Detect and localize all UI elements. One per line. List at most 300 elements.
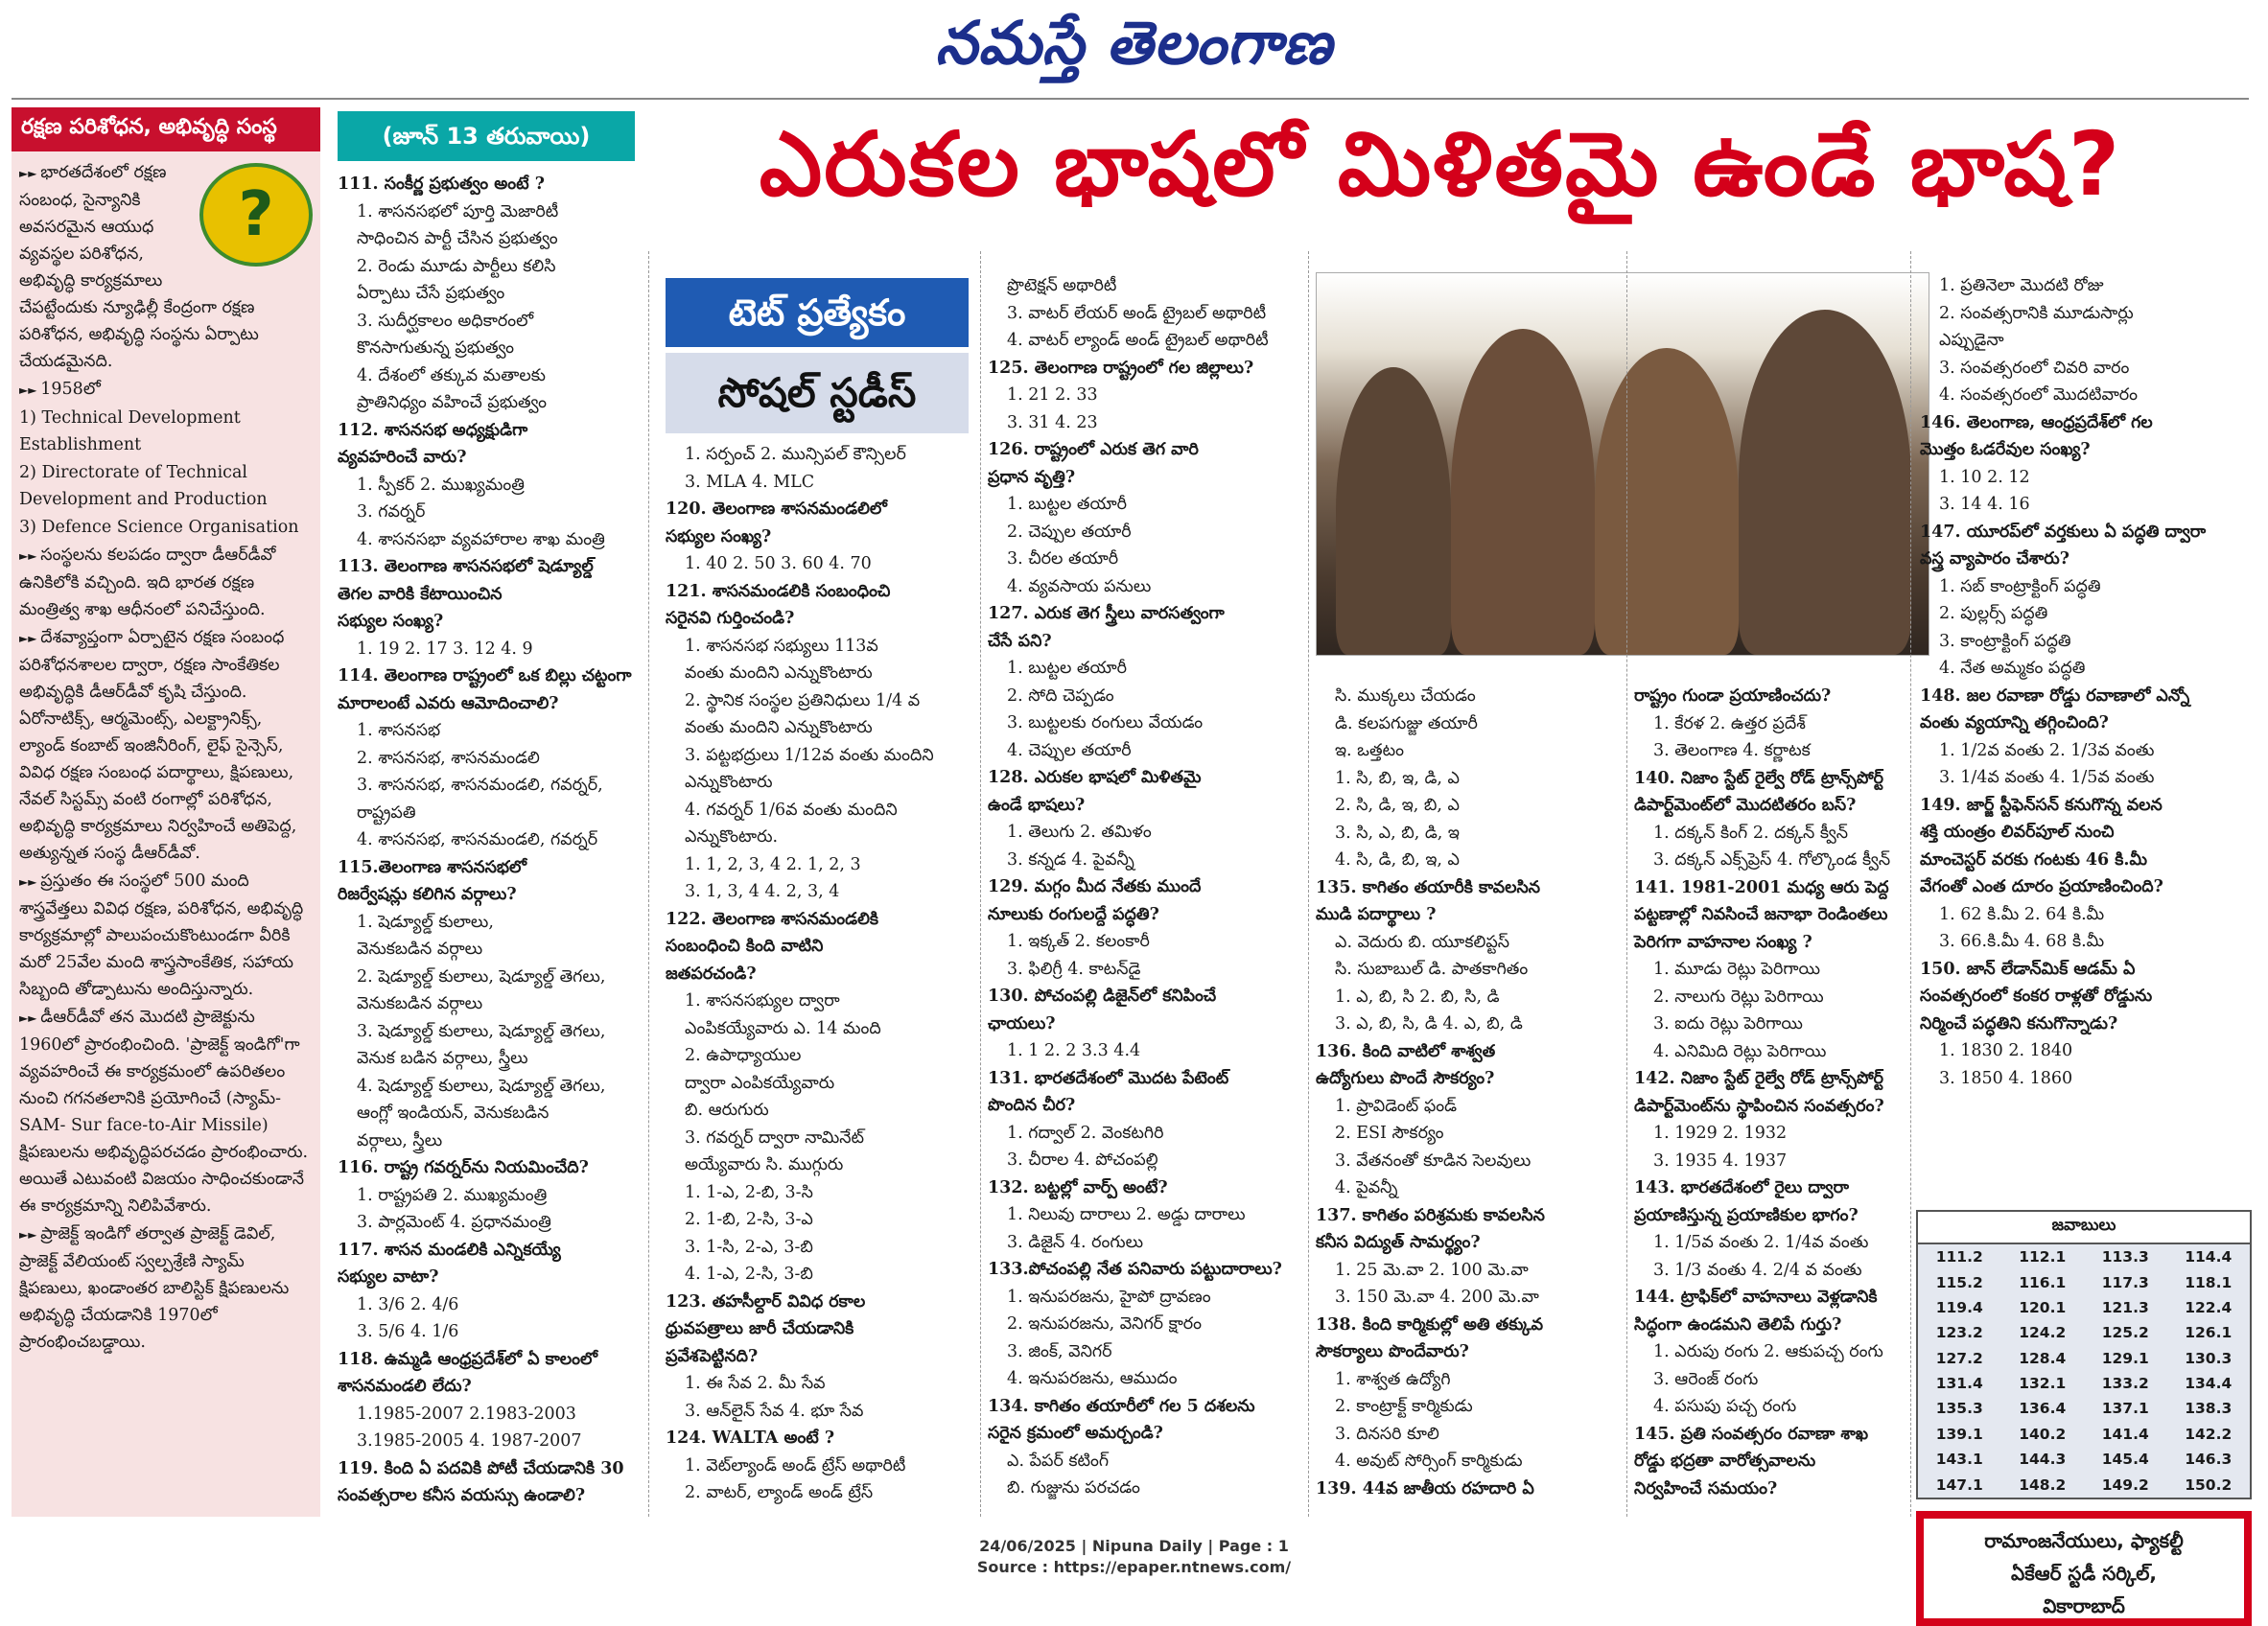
option-line: 1. ఇక్కత్ 2. కలంకారీ — [1007, 932, 1150, 951]
option-line: 1. గద్వాల్ 2. వెంకటగిరి — [1007, 1123, 1164, 1143]
answer-cell: 140.2 — [2019, 1425, 2067, 1443]
question-line: 147. యూరప్‌లో వర్తకులు ఏ పద్ధతి ద్వారా — [1920, 522, 2207, 542]
answer-cell: 122.4 — [2185, 1298, 2233, 1316]
option-line: 1. 21 2. 33 — [1007, 385, 1098, 405]
question-line: 112. శాసనసభ అధ్యక్షుడిగా — [338, 420, 528, 440]
question-line: సౌకర్యాలు పొందేవారు? — [1316, 1342, 1469, 1361]
sidebar-text — [19, 159, 313, 1356]
option-line: 3. సంవత్సరంలో చివరి వారం — [1939, 358, 2130, 378]
question-line: ధ్రువపత్రాలు జారీ చేయడానికి — [666, 1319, 854, 1338]
answer-cell: 127.2 — [1935, 1349, 1983, 1367]
option-line: 1. రాష్ట్రపతి 2. ముఖ్యమంత్రి — [357, 1185, 548, 1205]
column-divider — [1308, 251, 1309, 1517]
headline: ఎరుకల భాషలో మిళితమై ఉండే భాష? — [759, 113, 2122, 216]
option-line: 3. పట్టభద్రులు 1/12వ వంతు మందిని — [685, 745, 934, 765]
question-line: రోడ్డు భద్రతా వారోత్సవాలను — [1634, 1452, 1816, 1471]
question-line: 140. నిజాం స్టేట్ రైల్వే రోడ్ ట్రాన్స్‌పోర్ట్ — [1634, 768, 1884, 788]
option-line: 3. చీరల తయారీ — [1007, 549, 1119, 569]
tet-special-label: టెట్ ప్రత్యేకం — [666, 278, 969, 347]
question-line: రాష్ట్రం గుండా ప్రయాణించదు? — [1634, 686, 1832, 706]
answer-row — [1918, 1396, 2250, 1421]
answer-table — [1918, 1244, 2250, 1498]
option-line: 3. 1/3 వంతు 4. 2/4 వ వంతు — [1653, 1260, 1862, 1280]
option-line: 3. తెలంగాణ 4. కర్ణాటక — [1653, 741, 1811, 760]
answer-cell: 150.2 — [2185, 1475, 2233, 1494]
option-line: 1. 1 2. 2 3.3 4.4 — [1007, 1041, 1141, 1060]
option-line: 3. ఐదు రెట్లు పెరిగాయి — [1653, 1014, 1803, 1034]
option-line: 1. సబ్ కాంట్రాక్టింగ్ పద్ధతి — [1939, 576, 2101, 596]
option-line: 2. నాలుగు రెట్లు పెరిగాయి — [1653, 987, 1824, 1007]
option-line: 4. వాటర్ ల్యాండ్ అండ్ ట్రైబల్ అథారిటీ — [1007, 331, 1269, 350]
sidebar-box — [12, 107, 320, 1517]
option-line: 3. కన్నడ 4. పైవన్నీ — [1007, 849, 1134, 870]
option-line: అయ్యేవారు సి. ముగ్గురు — [685, 1155, 844, 1174]
option-line: 2. ESI సౌకర్యం — [1335, 1124, 1444, 1143]
option-line: 3. దక్కన్ ఎక్స్‌ప్రెస్ 4. గోల్కొండ క్వీన్ — [1653, 850, 1891, 870]
option-line: 4. షెడ్యూల్డ్ కులాలు, షెడ్యూల్డ్ తెగలు, — [357, 1076, 606, 1096]
option-line: 2. ఇనుపరజను, వెనిగర్ క్షారం — [1007, 1314, 1203, 1334]
answer-row — [1918, 1371, 2250, 1396]
question-line: డిపార్ట్‌మెంట్‌లో మొదటితరం బస్? — [1634, 796, 1857, 815]
option-line: 3. 150 మె.వా 4. 200 మె.వా — [1335, 1288, 1539, 1307]
option-line: ఎ. పేపర్ కటింగ్ — [1007, 1451, 1110, 1471]
option-line: 4. అవుట్ సోర్సింగ్ కార్మికుడు — [1335, 1452, 1523, 1471]
answer-cell: 136.4 — [2019, 1400, 2067, 1418]
option-line: 1. 1/5వ వంతు 2. 1/4వ వంతు — [1653, 1233, 1869, 1252]
question-column-5 — [1634, 683, 1922, 1502]
answer-cell: 147.1 — [1935, 1475, 1983, 1494]
option-line: 2. సి, డి, ఇ, బి, ఎ — [1335, 796, 1460, 815]
option-line: 1. 1, 2, 3, 4 2. 1, 2, 3 — [685, 854, 861, 874]
option-line: 3. 1/4వ వంతు 4. 1/5వ వంతు — [1939, 768, 2155, 787]
question-line: 122. తెలంగాణ శాసనమండలికి — [666, 909, 879, 929]
option-line: రాష్ట్రపతి — [357, 802, 416, 823]
option-line: 1. తెలుగు 2. తమిళం — [1007, 823, 1152, 842]
answer-cell: 149.2 — [2101, 1475, 2149, 1494]
option-line: వెనుకబడిన వర్గాలు — [357, 994, 483, 1013]
option-line: 3. డిజైన్ 4. రంగులు — [1007, 1232, 1144, 1252]
answer-key — [1916, 1210, 2252, 1499]
option-line: 2. ఉపాధ్యాయుల — [685, 1046, 802, 1065]
option-line: 3. బుట్టలకు రంగులు వేయడం — [1007, 713, 1204, 732]
option-line: 4. ఇనుపరజను, ఆముదం — [1007, 1369, 1178, 1388]
option-line: వెనుకబడిన వర్గాలు — [357, 940, 483, 959]
question-line: మొత్తం ఓడరేవుల సంఖ్య? — [1920, 440, 2091, 459]
answer-cell: 144.3 — [2019, 1451, 2067, 1469]
option-line: 4. 1-ఎ, 2-సి, 3-బి — [685, 1265, 813, 1284]
masthead — [0, 8, 2268, 92]
question-line: 131. భారతదేశంలో మొదట పేటెంట్ — [988, 1068, 1229, 1088]
question-line: 130. పోచంపల్లి డిజైన్‌లో కనిపించే — [988, 987, 1217, 1006]
question-line: 137. కాగితం పరిశ్రమకు కావలసిన — [1316, 1205, 1545, 1225]
question-line: వస్త్ర వ్యాపారం చేశారు? — [1920, 549, 2069, 569]
column-divider — [980, 251, 981, 1517]
answer-cell: 142.2 — [2185, 1425, 2233, 1443]
option-line: 1. బుట్టల తయారీ — [1007, 659, 1128, 678]
option-line: 4. గవర్నర్ 1/6వ వంతు మందిని — [685, 800, 898, 820]
answer-row — [1918, 1295, 2250, 1320]
question-line: శాసనమండలి లేదు? — [338, 1377, 472, 1396]
question-line: 120. తెలంగాణ శాసనమండలిలో — [666, 499, 887, 519]
question-line: పొందిన చీర? — [988, 1096, 1076, 1115]
option-line: 3. ఎ, బి, సి, డి 4. ఎ, బి, డి — [1335, 1014, 1523, 1034]
option-line: 2. సోది చెప్పడం — [1007, 685, 1114, 706]
option-line: వంతు మందిని ఎన్నుకొంటారు — [685, 663, 873, 683]
option-line: 1. మూడు రెట్లు పెరిగాయి — [1653, 960, 1820, 979]
answer-cell: 116.1 — [2019, 1273, 2067, 1291]
option-line: 1. 10 2. 12 — [1939, 467, 2030, 487]
answer-row — [1918, 1244, 2250, 1269]
answer-cell: 128.4 — [2019, 1349, 2067, 1367]
answer-cell: 130.3 — [2185, 1349, 2233, 1367]
option-line: 1. ఎ, బి, సి 2. బి, సి, డి — [1335, 987, 1500, 1007]
photo-tribal-women — [1316, 272, 1929, 656]
option-line: 3. ఆరెంజ్ రంగు — [1653, 1369, 1759, 1389]
question-line: పెరిగగా వాహనాల సంఖ్య ? — [1634, 932, 1812, 952]
option-line: ఎప్పుడైనా — [1939, 331, 2004, 350]
answer-cell: 132.1 — [2019, 1375, 2067, 1393]
option-line: 2. సంవత్సరానికి మూడుసార్లు — [1939, 303, 2134, 323]
credit-line: ఏకేఆర్ స్టడీ సర్కిల్, — [2010, 1562, 2158, 1585]
option-line: 3. వాటర్ లేయర్ అండ్ ట్రైబల్ అథారిటీ — [1007, 303, 1267, 323]
answer-cell: 117.3 — [2101, 1273, 2149, 1291]
question-line: ప్రవేశపెట్టినది? — [666, 1346, 759, 1366]
option-line: 1. శాసనసభ — [357, 721, 441, 740]
sidebar-paragraph: ►► ప్రస్తుతం ఈ సంస్థలో 500 మంది శాస్త్రవేత్తలు వివిధ రక్షణ, పరిశోధన, అభివృద్ధి కార్యక్రమాల్లో పాలుపంచుకొంటుండగా వీరికి మరో 25వేల మంది శాస్త్రసాంకేతిక, సహాయ సిబ్బంది తోడ్పాటును అందిస్తున్నారు. — [19, 868, 313, 1003]
question-line: 115.తెలంగాణ శాసనసభలో — [338, 857, 527, 877]
question-line: మారాలంటే ఎవరు ఆమోదించాలి? — [338, 693, 559, 713]
question-line: కనీస విద్యుత్ సామర్థ్యం? — [1316, 1233, 1481, 1252]
question-line: 126. రాష్ట్రంలో ఎరుక తెగ వారి — [988, 440, 1199, 459]
question-line: సంబంధించి కింది వాటిని — [666, 937, 824, 956]
option-line: 3. 66.కి.మీ 4. 68 కి.మీ — [1939, 932, 2105, 951]
question-line: 123. తహసీల్దార్ వివిధ రకాల — [666, 1291, 866, 1312]
question-line: సభ్యుల వాటా? — [338, 1267, 439, 1287]
option-line: 1. ప్రతినెలా మొదటి రోజు — [1939, 276, 2104, 295]
option-line: 3. ఆన్‌లైన్ సేవ 4. భూ సేవ — [685, 1401, 864, 1421]
option-line: 4. సంవత్సరంలో మొదటివారం — [1939, 385, 2139, 405]
question-line: చేసే పని? — [988, 631, 1052, 651]
option-line: 1. వెట్‌ల్యాండ్ అండ్ ట్రేస్ అథారిటీ — [685, 1455, 906, 1475]
sidebar-title: రక్షణ పరిశోధన, అభివృద్ధి సంస్థ — [12, 107, 320, 151]
answer-row — [1918, 1346, 2250, 1371]
question-line: 134. కాగితం తయారీలో గల 5 దశలను — [988, 1396, 1255, 1416]
question-line: 125. తెలంగాణ రాష్ట్రంలో గల జిల్లాలు? — [988, 358, 1254, 378]
question-line: 135. కాగితం తయారీకి కావలసిన — [1316, 877, 1541, 897]
question-line: సభ్యుల సంఖ్య? — [338, 612, 444, 631]
option-line: బి. గుజ్జును పరచడం — [1007, 1478, 1140, 1498]
sidebar-paragraph: ►► భారతదేశంలో రక్షణ సంబంధ, సైన్యానికి అవసరమైన ఆయుధ వ్యవస్థల పరిశోధన, అభివృద్ధి కార్యక్రమాలు చేపట్టేందుకు న్యూఢిల్లీ కేంద్రంగా రక్షణ పరిశోధన, అభివృద్ధి సంస్థను ఏర్పాటు చేయడమైనది. — [19, 159, 313, 375]
sidebar-paragraph: 1) Technical Development Establishment — [19, 408, 241, 454]
question-column-3 — [988, 272, 1304, 1502]
sidebar-paragraph: ►► ప్రాజెక్ట్ ఇండిగో తర్వాత ప్రాజెక్ట్ డెవిల్, ప్రాజెక్ట్ వేలియంట్ స్వల్పశ్రేణి స్యామ్ క్షిపణులు, ఖండాంతర బాలిస్టిక్ క్షిపణులను అభివృద్ధి చేయడానికి 1970లో ప్రారంభించబడ్డాయి. — [19, 1220, 313, 1356]
answer-cell: 121.3 — [2101, 1298, 2149, 1316]
subject-label: సోషల్ స్టడీస్ — [666, 353, 969, 433]
option-line: ఆంగ్లో ఇండియన్, వెనుకబడిన — [357, 1103, 549, 1123]
option-line: 1. ఎరుపు రంగు 2. ఆకుపచ్చ రంగు — [1653, 1342, 1883, 1361]
question-line: 138. కింది కార్మికుల్లో అతి తక్కువ — [1316, 1314, 1544, 1335]
answer-cell: 135.3 — [1935, 1400, 1983, 1418]
option-line: 4. దేశంలో తక్కువ మతాలకు — [357, 365, 546, 385]
option-line: 1. ఈ సేవ 2. మీ సేవ — [685, 1374, 826, 1393]
question-line: వేగంతో ఎంత దూరం ప్రయాణించింది? — [1920, 877, 2163, 896]
question-line: శక్తి యంత్రం లివర్‌పూల్ నుంచి — [1920, 823, 2115, 842]
option-line: 1. షెడ్యూల్డ్ కులాలు, — [357, 912, 494, 932]
question-line: సంవత్సరాల కనీస వయస్సు ఉండాలి? — [338, 1486, 586, 1505]
answer-cell: 143.1 — [1935, 1451, 1983, 1469]
question-line: రిజర్వేషన్లు కలిగిన వర్గాలు? — [338, 885, 517, 904]
answer-cell: 118.1 — [2185, 1273, 2233, 1291]
question-line: నూలుకు రంగులద్దే పద్ధతి? — [988, 904, 1159, 924]
answer-cell: 145.4 — [2101, 1451, 2149, 1469]
option-line: 4. సి, డి, బి, ఇ, ఎ — [1335, 850, 1460, 870]
answer-cell: 115.2 — [1935, 1273, 1983, 1291]
option-line: 1. 1-ఎ, 2-బి, 3-సి — [685, 1182, 813, 1202]
option-line: 3.1985-2005 4. 1987-2007 — [357, 1431, 582, 1451]
option-line: 3. 31 4. 23 — [1007, 412, 1098, 432]
option-line: 1. 62 కి.మీ 2. 64 కి.మీ — [1939, 904, 2105, 924]
question-line: సరైనవి గుర్తించండి? — [666, 609, 795, 628]
option-line: 2. 1-బి, 2-సి, 3-ఎ — [685, 1210, 813, 1229]
option-line: 3. జింక్, వెనిగర్ — [1007, 1341, 1112, 1361]
option-line: డి. కలపగుజ్జు తయారీ — [1335, 713, 1478, 733]
answer-cell: 129.1 — [2101, 1349, 2149, 1367]
answer-cell: 134.4 — [2185, 1375, 2233, 1393]
option-line: 3. దినసరి కూలి — [1335, 1424, 1439, 1444]
answer-cell: 124.2 — [2019, 1324, 2067, 1342]
option-line: ఎంపికయ్యేవారు ఎ. 14 మంది — [685, 1018, 881, 1038]
option-line: 1. శాశ్వత ఉద్యోగి — [1335, 1369, 1451, 1389]
question-line: 146. తెలంగాణ, ఆంధ్రప్రదేశ్‌లో గల — [1920, 412, 2153, 432]
column-divider — [1626, 251, 1627, 1517]
answer-cell: 125.2 — [2101, 1324, 2149, 1342]
answer-cell: 139.1 — [1935, 1425, 1983, 1443]
option-line: 1. సి, బి, ఇ, డి, ఎ — [1335, 768, 1460, 788]
question-line: 136. కింది వాటిలో శాశ్వత — [1316, 1041, 1496, 1061]
option-line: 2. కాంట్రాక్ట్ కార్మికుడు — [1335, 1397, 1473, 1416]
answer-cell: 126.1 — [2185, 1324, 2233, 1342]
option-line: 1.1985-2007 2.1983-2003 — [357, 1404, 576, 1424]
masthead-logo: నమస్తే తెలంగాణ — [935, 8, 1333, 78]
question-line: 119. కింది ఏ పదవికి పోటీ చేయడానికి 30 — [338, 1458, 624, 1478]
question-line: 114. తెలంగాణ రాష్ట్రంలో ఒక బిల్లు చట్టంగా — [338, 666, 632, 685]
question-line: 128. ఎరుకల భాషలో మిళితమై — [988, 768, 1202, 787]
question-line: 149. జార్జ్ స్టీఫెన్‌సన్ కనుగొన్న వలన — [1920, 795, 2163, 815]
question-line: 118. ఉమ్మడి ఆంధ్రప్రదేశ్‌లో ఏ కాలంలో — [338, 1349, 598, 1369]
option-line: ఎ. వెదురు బి. యూకలిప్టస్ — [1335, 932, 1510, 952]
option-line: 4. పసుపు పచ్చ రంగు — [1653, 1397, 1797, 1416]
question-line: వంతు వ్యయాన్ని తగ్గించింది? — [1920, 713, 2109, 732]
option-line: వర్గాలు, స్త్రీలు — [357, 1130, 443, 1150]
option-line: 3. శాసనసభ, శాసనమండలి, గవర్నర్, — [357, 776, 603, 795]
question-column-4 — [1316, 683, 1623, 1502]
question-line: 111. సంకీర్ణ ప్రభుత్వం అంటే ? — [338, 174, 545, 194]
option-line: ఇ. ఒత్తటం — [1335, 741, 1404, 760]
question-line: 113. తెలంగాణ శాసనసభలో షెడ్యూల్డ్ — [338, 557, 594, 576]
option-line: 2. వాటర్, ల్యాండ్ అండ్ ట్రేస్ — [685, 1483, 874, 1502]
question-line: 121. శాసనమండలికి సంబంధించి — [666, 581, 891, 601]
question-column-2 — [666, 441, 972, 1507]
answer-row — [1918, 1447, 2250, 1472]
question-line: 129. మగ్గం మీద నేతకు ముందే — [988, 877, 1202, 896]
footer-date-line: 24/06/2025 | Nipuna Daily | Page : 1 — [979, 1537, 1289, 1555]
option-line: 1. 1/2వ వంతు 2. 1/3వ వంతు — [1939, 740, 2155, 760]
question-line: జతపరచండి? — [666, 964, 757, 984]
option-line: 3. వేతనంతో కూడిన సెలవులు — [1335, 1150, 1531, 1171]
answer-cell: 112.1 — [2019, 1248, 2067, 1266]
option-line: 3. 1935 4. 1937 — [1653, 1150, 1788, 1171]
option-line: 1. 3/6 2. 4/6 — [357, 1294, 459, 1314]
option-line: 2. స్థానిక సంస్థల ప్రతినిధులు 1/4 వ — [685, 690, 921, 710]
option-line: 3. 1, 3, 4 4. 2, 3, 4 — [685, 882, 840, 901]
question-line: ఉద్యోగులు పొందే సౌకర్యం? — [1316, 1069, 1495, 1088]
option-line: వెనుక బడిన వర్గాలు, స్త్రీలు — [357, 1049, 528, 1068]
question-line: 127. ఎరుక తెగ స్త్రీలు వారసత్వంగా — [988, 604, 1225, 623]
date-tab: (జూన్ 13 తరువాయి) — [338, 111, 635, 161]
option-line: 4. పైవన్నీ — [1335, 1178, 1398, 1197]
question-line: 124. WALTA అంటే ? — [666, 1429, 835, 1448]
question-line: 145. ప్రతి సంవత్సరం రవాణా శాఖ — [1634, 1424, 1869, 1444]
option-line: 1. ఇనుపరజను, హైపో ద్రావణం — [1007, 1287, 1211, 1307]
option-line: 3. 14 4. 16 — [1939, 495, 2030, 514]
sidebar-paragraph: 2) Directorate of Technical Development and Production — [19, 463, 268, 509]
answer-cell: 138.3 — [2185, 1400, 2233, 1418]
answer-cell: 120.1 — [2019, 1298, 2067, 1316]
option-line: 3. సి, ఎ, బి, డి, ఇ — [1335, 823, 1460, 843]
question-line: సరైన క్రమంలో అమర్చండి? — [988, 1424, 1163, 1443]
option-line: 3. MLA 4. MLC — [685, 472, 815, 492]
footer-source-line[interactable]: Source : https://epaper.ntnews.com/ — [976, 1558, 1292, 1576]
masthead-rule — [12, 98, 2249, 100]
question-badge-icon: ? — [199, 163, 313, 267]
question-line: 142. నిజాం స్టేట్ రైల్వే రోడ్ ట్రాన్స్‌పోర్ట్ — [1634, 1069, 1884, 1088]
column-divider — [1910, 251, 1911, 1517]
option-line: 4. వ్యవసాయ పనులు — [1007, 576, 1152, 596]
option-line: 1. శాసనసభలో పూర్తి మెజారిటీ — [357, 201, 559, 221]
sidebar-paragraph: 3) Defence Science Organisation — [19, 518, 299, 537]
answer-row — [1918, 1269, 2250, 1294]
option-line: బి. ఆరుగురు — [685, 1101, 769, 1120]
option-line: 3. 5/6 4. 1/6 — [357, 1322, 459, 1341]
question-line: సిద్ధంగా ఉండమని తెలిపే గుర్తు? — [1634, 1314, 1842, 1335]
question-line: తెగల వారికి కేటాయించిన — [338, 584, 503, 604]
option-line: 2. షెడ్యూల్డ్ కులాలు, షెడ్యూల్డ్ తెగలు, — [357, 966, 606, 987]
answer-row — [1918, 1320, 2250, 1345]
question-line: ప్రయాణిస్తున్న ప్రయాణికుల భాగం? — [1634, 1205, 1859, 1225]
question-line: 132. బట్టల్లో వార్ప్ అంటే? — [988, 1177, 1168, 1197]
question-line: పట్టణాల్లో నివసించే జనాభా రెండింతలు — [1634, 905, 1888, 924]
option-line: 3. సుదీర్ఘకాలం అధికారంలో — [357, 311, 534, 331]
option-line: 1. బుట్టల తయారీ — [1007, 495, 1128, 514]
option-line: 4. శాసనసభా వ్యవహారాల శాఖ మంత్రి — [357, 529, 605, 549]
option-line: 3. చీరాల 4. పోచంపల్లి — [1007, 1150, 1158, 1170]
answer-cell: 119.4 — [1935, 1298, 1983, 1316]
question-line: 139. 44వ జాతీయ రహదారి ఏ — [1316, 1478, 1534, 1498]
option-line: 4. చెప్పుల తయారీ — [1007, 740, 1132, 760]
question-line: 143. భారతదేశంలో రైలు ద్వారా — [1634, 1178, 1849, 1197]
option-line: ప్రొటెక్షన్ అథారిటీ — [1007, 276, 1117, 295]
option-line: 1. కేరళ 2. ఉత్తర ప్రదేశ్ — [1653, 713, 1806, 733]
option-line: ఎన్నుకొంటారు. — [685, 827, 779, 847]
answer-cell: 146.3 — [2185, 1451, 2233, 1469]
option-line: 4. శాసనసభ, శాసనమండలి, గవర్నర్ — [357, 830, 598, 849]
option-line: 2. పుల్లర్స్ పద్ధతి — [1939, 604, 2048, 623]
option-line: ప్రాతినిధ్యం వహించే ప్రభుత్వం — [357, 393, 548, 412]
question-line: 150. జాన్ లేడాన్‌మిక్ ఆడమ్ ఏ — [1920, 959, 2136, 979]
column-divider — [648, 251, 649, 1517]
option-line: 1. నిలువు దారాలు 2. అడ్డు దారాలు — [1007, 1205, 1246, 1224]
option-line: 4. నేత అమ్మకం పద్ధతి — [1939, 659, 2086, 678]
question-line: 133.పోచంపల్లి నేత పనివారు పట్టుదారాలు? — [988, 1260, 1282, 1279]
question-line: 144. ట్రాఫిక్‌లో వాహనాలు వెళ్లడానికి — [1634, 1288, 1878, 1307]
answer-cell: 111.2 — [1935, 1248, 1983, 1266]
answer-cell: 131.4 — [1935, 1375, 1983, 1393]
answer-cell: 113.3 — [2101, 1248, 2149, 1266]
answer-cell: 137.1 — [2101, 1400, 2149, 1418]
option-line: 1. 40 2. 50 3. 60 4. 70 — [685, 554, 872, 573]
option-line: 1. సర్పంచ్ 2. మున్సిపల్ కౌన్సిలర్ — [685, 445, 906, 464]
option-line: 1. 1830 2. 1840 — [1939, 1041, 2073, 1060]
option-line: 3. గవర్నర్ — [357, 502, 426, 522]
option-line: 1. శాసనసభ సభ్యులు 113వ — [685, 636, 878, 656]
option-line: కొనసాగుతున్న ప్రభుత్వం — [357, 338, 515, 358]
option-line: ద్వారా ఎంపికయ్యేవారు — [685, 1073, 835, 1093]
question-line: 116. రాష్ట్ర గవర్నర్‌ను నియమించేది? — [338, 1158, 589, 1177]
credit-line: రామాంజనేయులు, ఫ్యాకల్టీ — [1984, 1529, 2184, 1552]
option-line: 3. 1-సి, 2-ఎ, 3-బి — [685, 1237, 813, 1257]
question-line: 117. శాసన మండలికి ఎన్నికయ్యే — [338, 1240, 561, 1260]
option-line: ఎన్నుకొంటారు — [685, 773, 773, 792]
option-line: 2. చెప్పుల తయారీ — [1007, 522, 1132, 542]
option-line: 1. స్పీకర్ 2. ముఖ్యమంత్రి — [357, 475, 525, 495]
option-line: 2. శాసనసభ, శాసనమండలి — [357, 748, 540, 768]
option-line: 1. 1929 2. 1932 — [1653, 1124, 1788, 1143]
answer-row — [1918, 1472, 2250, 1497]
option-line: 4. ఎనిమిది రెట్లు పెరిగాయి — [1653, 1041, 1827, 1061]
option-line: 3. పార్లమెంట్ 4. ప్రధానమంత్రి — [357, 1213, 551, 1232]
option-line: 3. 1850 4. 1860 — [1939, 1068, 2073, 1088]
question-line: మాంచెస్టర్ వరకు గంటకు 46 కి.మీ — [1920, 849, 2148, 870]
question-line: 141. 1981-2001 మధ్య ఆరు పెద్ద — [1634, 877, 1889, 897]
option-line: సి. ముక్కలు చేయడం — [1335, 686, 1476, 706]
question-line: ఛాయలు? — [988, 1013, 1056, 1034]
answer-cell: 141.4 — [2101, 1425, 2149, 1443]
question-line: ముడి పదార్థాలు ? — [1316, 905, 1437, 924]
answer-key-title: జవాబులు — [1918, 1212, 2250, 1244]
option-line: 1. 25 మె.వా 2. 100 మె.వా — [1335, 1260, 1529, 1280]
footer — [0, 1536, 2268, 1578]
sidebar-paragraph: ►► డీఆర్‌డీవో తన మొదటి ప్రాజెక్టును 1960లో ప్రారంభించింది. 'ప్రాజెక్ట్ ఇండిగో'గా వ్యవహరించే ఈ కార్యక్రమంలో ఉపరితలం నుంచి గగనతలానికి ప్రయోగించే (స్యామ్-SAM- Sur face-to-Air Missile) క్షిపణులను అభివృద్ధిపరచడం ప్రారంభించారు. అయితే ఎటువంటి విజయం సాధించకుండానే ఈ కార్యక్రమాన్ని నిలిపివేశారు. — [19, 1004, 313, 1220]
question-line: ప్రధాన వృత్తి? — [988, 467, 1076, 487]
sidebar-paragraph: ►► సంస్థలను కలపడం ద్వారా డీఆర్‌డీవో ఉనికిలోకి వచ్చింది. ఇది భారత రక్షణ మంత్రిత్వ శాఖ ఆధీనంలో పనిచేస్తుంది. — [19, 542, 313, 623]
option-line: వంతు మందిని ఎన్నుకొంటారు — [685, 718, 873, 737]
option-line: 1. శాసనసభ్యుల ద్వారా — [685, 991, 840, 1010]
question-line: 148. జల రవాణా రోడ్డు రవాణాలో ఎన్నో — [1920, 685, 2190, 706]
option-line: 1. దక్కన్ కింగ్ 2. దక్కన్ క్వీన్ — [1653, 823, 1849, 843]
question-line: డిపార్ట్‌మెంట్‌ను స్థాపించిన సంవత్సరం? — [1634, 1096, 1884, 1116]
credit-line: వికారాబాద్ — [2043, 1594, 2125, 1617]
sidebar-paragraph: ►► దేశవ్యాప్తంగా ఏర్పాటైన రక్షణ సంబంధ పరిశోధనశాలల ద్వారా, రక్షణ సాంకేతికల అభివృద్ధికి డీఆర్‌డీవో కృషి చేస్తుంది. ఏరోనాటిక్స్, ఆర్మమెంట్స్, ఎలక్ట్రానిక్స్, ల్యాండ్ కంబాట్ ఇంజినీరింగ్, లైఫ్ సైన్సెస్, వివిధ రక్షణ సంబంధ పదార్థాలు, క్షిపణులు, నేవల్ సిస్టమ్స్ వంటి రంగాల్లో పరిశోధన, అభివృద్ధి కార్యక్రమాలు నిర్వహించే అతిపెద్ద, అత్యున్నత సంస్థ డీఆర్‌డీవో. — [19, 624, 313, 867]
answer-cell: 123.2 — [1935, 1324, 1983, 1342]
answer-cell: 133.2 — [2101, 1375, 2149, 1393]
option-line: సాధించిన పార్టీ చేసిన ప్రభుత్వం — [357, 229, 558, 248]
question-line: నిర్వహించే సమయం? — [1634, 1478, 1778, 1498]
option-line: 3. షెడ్యూల్డ్ కులాలు, షెడ్యూల్డ్ తెగలు, — [357, 1021, 606, 1041]
question-line: నిర్మించే పద్ధతిని కనుగొన్నాడు? — [1920, 1013, 2118, 1034]
answer-row — [1918, 1422, 2250, 1447]
question-line: ఉండే భాషలు? — [988, 795, 1086, 815]
sidebar-paragraph: ►► 1958లో — [19, 376, 313, 404]
